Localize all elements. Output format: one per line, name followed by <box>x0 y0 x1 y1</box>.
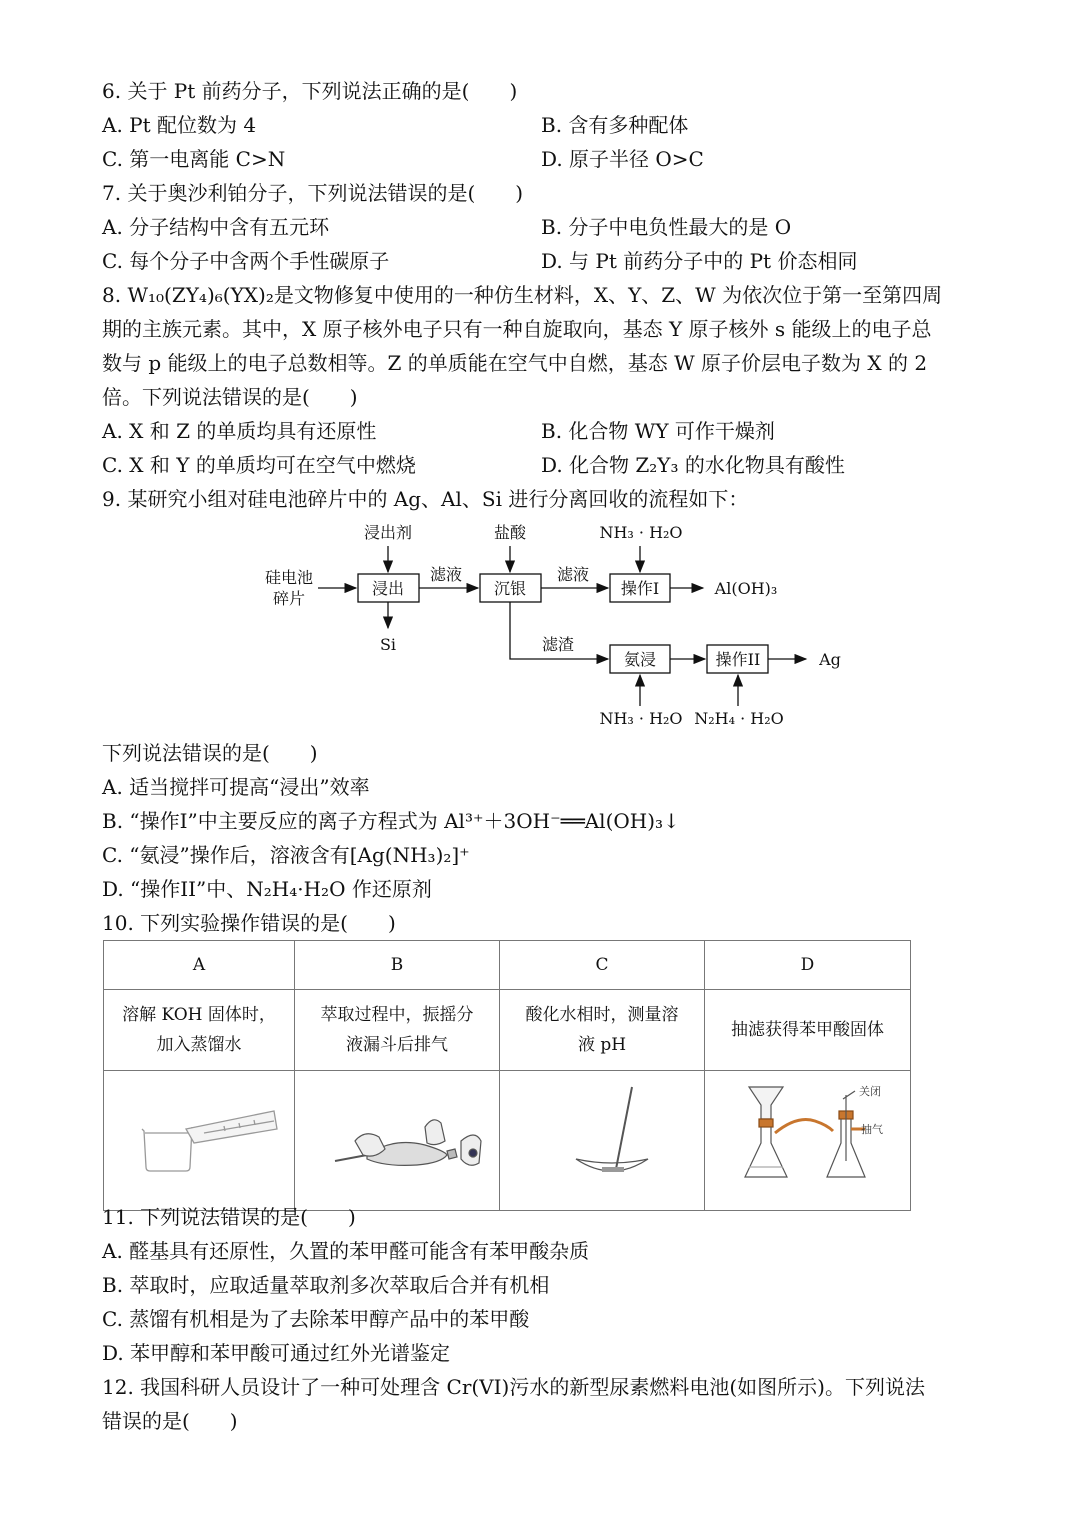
header-a: A <box>104 941 295 990</box>
q8-option-c: C. X 和 Y 的单质均可在空气中燃烧 <box>102 453 416 477</box>
q7-option-a: A. 分子结构中含有五元环 <box>102 215 330 239</box>
q9-option-b: B. “操作I”中主要反应的离子方程式为 Al³⁺＋3OH⁻══Al(OH)₃↓ <box>102 809 680 833</box>
q11-stem: 11. 下列说法错误的是( ) <box>102 1205 356 1229</box>
text-d: 抽滤获得苯甲酸固体 <box>705 990 911 1071</box>
q11-option-c: C. 蒸馏有机相是为了去除苯甲醇产品中的苯甲酸 <box>102 1307 530 1331</box>
label-close: 关闭 <box>859 1085 881 1098</box>
q7-option-c: C. 每个分子中含两个手性碳原子 <box>102 249 390 273</box>
flow-box-op2-label: 操作II <box>715 650 761 669</box>
separatory-funnel-icon <box>305 1071 509 1200</box>
q6-option-d: D. 原子半径 O>C <box>541 147 704 171</box>
q9-option-c: C. “氨浸”操作后，溶液含有[Ag(NH₃)₂]⁺ <box>102 843 470 867</box>
q6-option-c: C. 第一电离能 C>N <box>102 147 286 171</box>
q11-option-a: A. 醛基具有还原性，久置的苯甲醛可能含有苯甲酸杂质 <box>102 1239 590 1263</box>
q7-option-b: B. 分子中电负性最大的是 O <box>541 215 792 239</box>
header-d: D <box>705 941 911 990</box>
flow-box-ammonia-label: 氨浸 <box>623 650 657 669</box>
q11-option-b: B. 萃取时，应取适量萃取剂多次萃取后合并有机相 <box>102 1273 550 1297</box>
q11-option-d: D. 苯甲醇和苯甲酸可通过红外光谱鉴定 <box>102 1341 451 1365</box>
flow-reagent-n2h4: N₂H₄ · H₂O <box>694 709 784 728</box>
flow-box-op1-label: 操作I <box>620 579 660 598</box>
header-b: B <box>295 941 500 990</box>
suction-filtration-icon <box>715 1071 920 1200</box>
q12-line-2: 错误的是( ) <box>102 1409 238 1433</box>
q10-stem: 10. 下列实验操作错误的是( ) <box>102 911 396 935</box>
flow-source-2: 碎片 <box>272 589 306 608</box>
q8-line-2: 期的主族元素。其中，X 原子核外电子只有一种自旋取向，基态 Y 原子核外 s 能级上的电子总 <box>102 317 932 341</box>
q10-options-table <box>103 940 911 1211</box>
q12-line-1: 12. 我国科研人员设计了一种可处理含 Cr(VI)污水的新型尿素燃料电池(如图所示)。下列说法 <box>102 1375 925 1399</box>
flow-reagent-hcl: 盐酸 <box>493 523 527 542</box>
q8-formula: 8. W₁₀(ZY₄)₆(YX)₂ <box>102 283 274 307</box>
image-b-extraction <box>295 1071 500 1211</box>
flow-reagent-leach: 浸出剂 <box>363 523 413 542</box>
flow-product-aloh3: Al(OH)₃ <box>714 579 778 598</box>
q7-option-d: D. 与 Pt 前药分子中的 Pt 价态相同 <box>541 249 858 273</box>
text-b: 萃取过程中，振摇分 液漏斗后排气 <box>295 990 500 1071</box>
flow-source-1: 硅电池 <box>264 568 314 587</box>
image-a-dissolve <box>104 1071 295 1211</box>
q8-option-b: B. 化合物 WY 可作干燥剂 <box>541 419 775 443</box>
text-a: 溶解 KOH 固体时， 加入蒸馏水 <box>104 990 295 1071</box>
flow-filtrate-2: 滤液 <box>556 565 590 584</box>
q8-option-a: A. X 和 Z 的单质均具有还原性 <box>102 419 377 443</box>
header-c: C <box>500 941 705 990</box>
q9-flowchart <box>0 0 1075 740</box>
flow-box-leach-label: 浸出 <box>371 579 405 598</box>
q9-option-a: A. 适当搅拌可提高“浸出”效率 <box>102 775 370 799</box>
q7-stem: 7. 关于奥沙利铂分子，下列说法错误的是( ) <box>102 181 524 205</box>
glass-rod-dish-icon <box>510 1071 714 1200</box>
text-c: 酸化水相时，测量溶 液 pH <box>500 990 705 1071</box>
label-suction: 抽气 <box>861 1123 883 1136</box>
table-text-row <box>104 990 911 1071</box>
q9-option-d: D. “操作II”中、N₂H₄·H₂O 作还原剂 <box>102 877 432 901</box>
table-image-row <box>104 1071 911 1211</box>
flow-reagent-nh3-bottom: NH₃ · H₂O <box>599 709 683 728</box>
image-d-filtration <box>705 1071 911 1211</box>
q6-option-b: B. 含有多种配体 <box>541 113 689 137</box>
flow-product-si: Si <box>379 635 397 654</box>
image-c-ph-test <box>500 1071 705 1211</box>
q9-stem: 9. 某研究小组对硅电池碎片中的 Ag、Al、Si 进行分离回收的流程如下： <box>102 487 749 511</box>
beaker-pouring-icon <box>114 1071 303 1200</box>
flow-residue: 滤渣 <box>541 635 575 654</box>
flow-reagent-nh3-top: NH₃ · H₂O <box>599 523 683 542</box>
q9-ask: 下列说法错误的是( ) <box>102 741 318 765</box>
q8-line-3: 数与 p 能级上的电子总数相等。Z 的单质能在空气中自燃，基态 W 原子价层电子数为 X 的 2 <box>102 351 928 375</box>
q6-stem: 6. 关于 Pt 前药分子，下列说法正确的是( ) <box>102 79 518 103</box>
flow-product-ag: Ag <box>819 650 841 669</box>
flow-filtrate-1: 滤液 <box>429 565 463 584</box>
flow-box-silver-label: 沉银 <box>493 579 527 598</box>
q8-option-d: D. 化合物 Z₂Y₃ 的水化物具有酸性 <box>541 453 845 477</box>
q6-option-a: A. Pt 配位数为 4 <box>102 113 257 137</box>
table-header-row <box>104 941 911 990</box>
q8-line-4: 倍。下列说法错误的是( ) <box>102 385 358 409</box>
q8-text-1: 是文物修复中使用的一种仿生材料，X、Y、Z、W 为依次位于第一至第四周 <box>273 283 943 307</box>
